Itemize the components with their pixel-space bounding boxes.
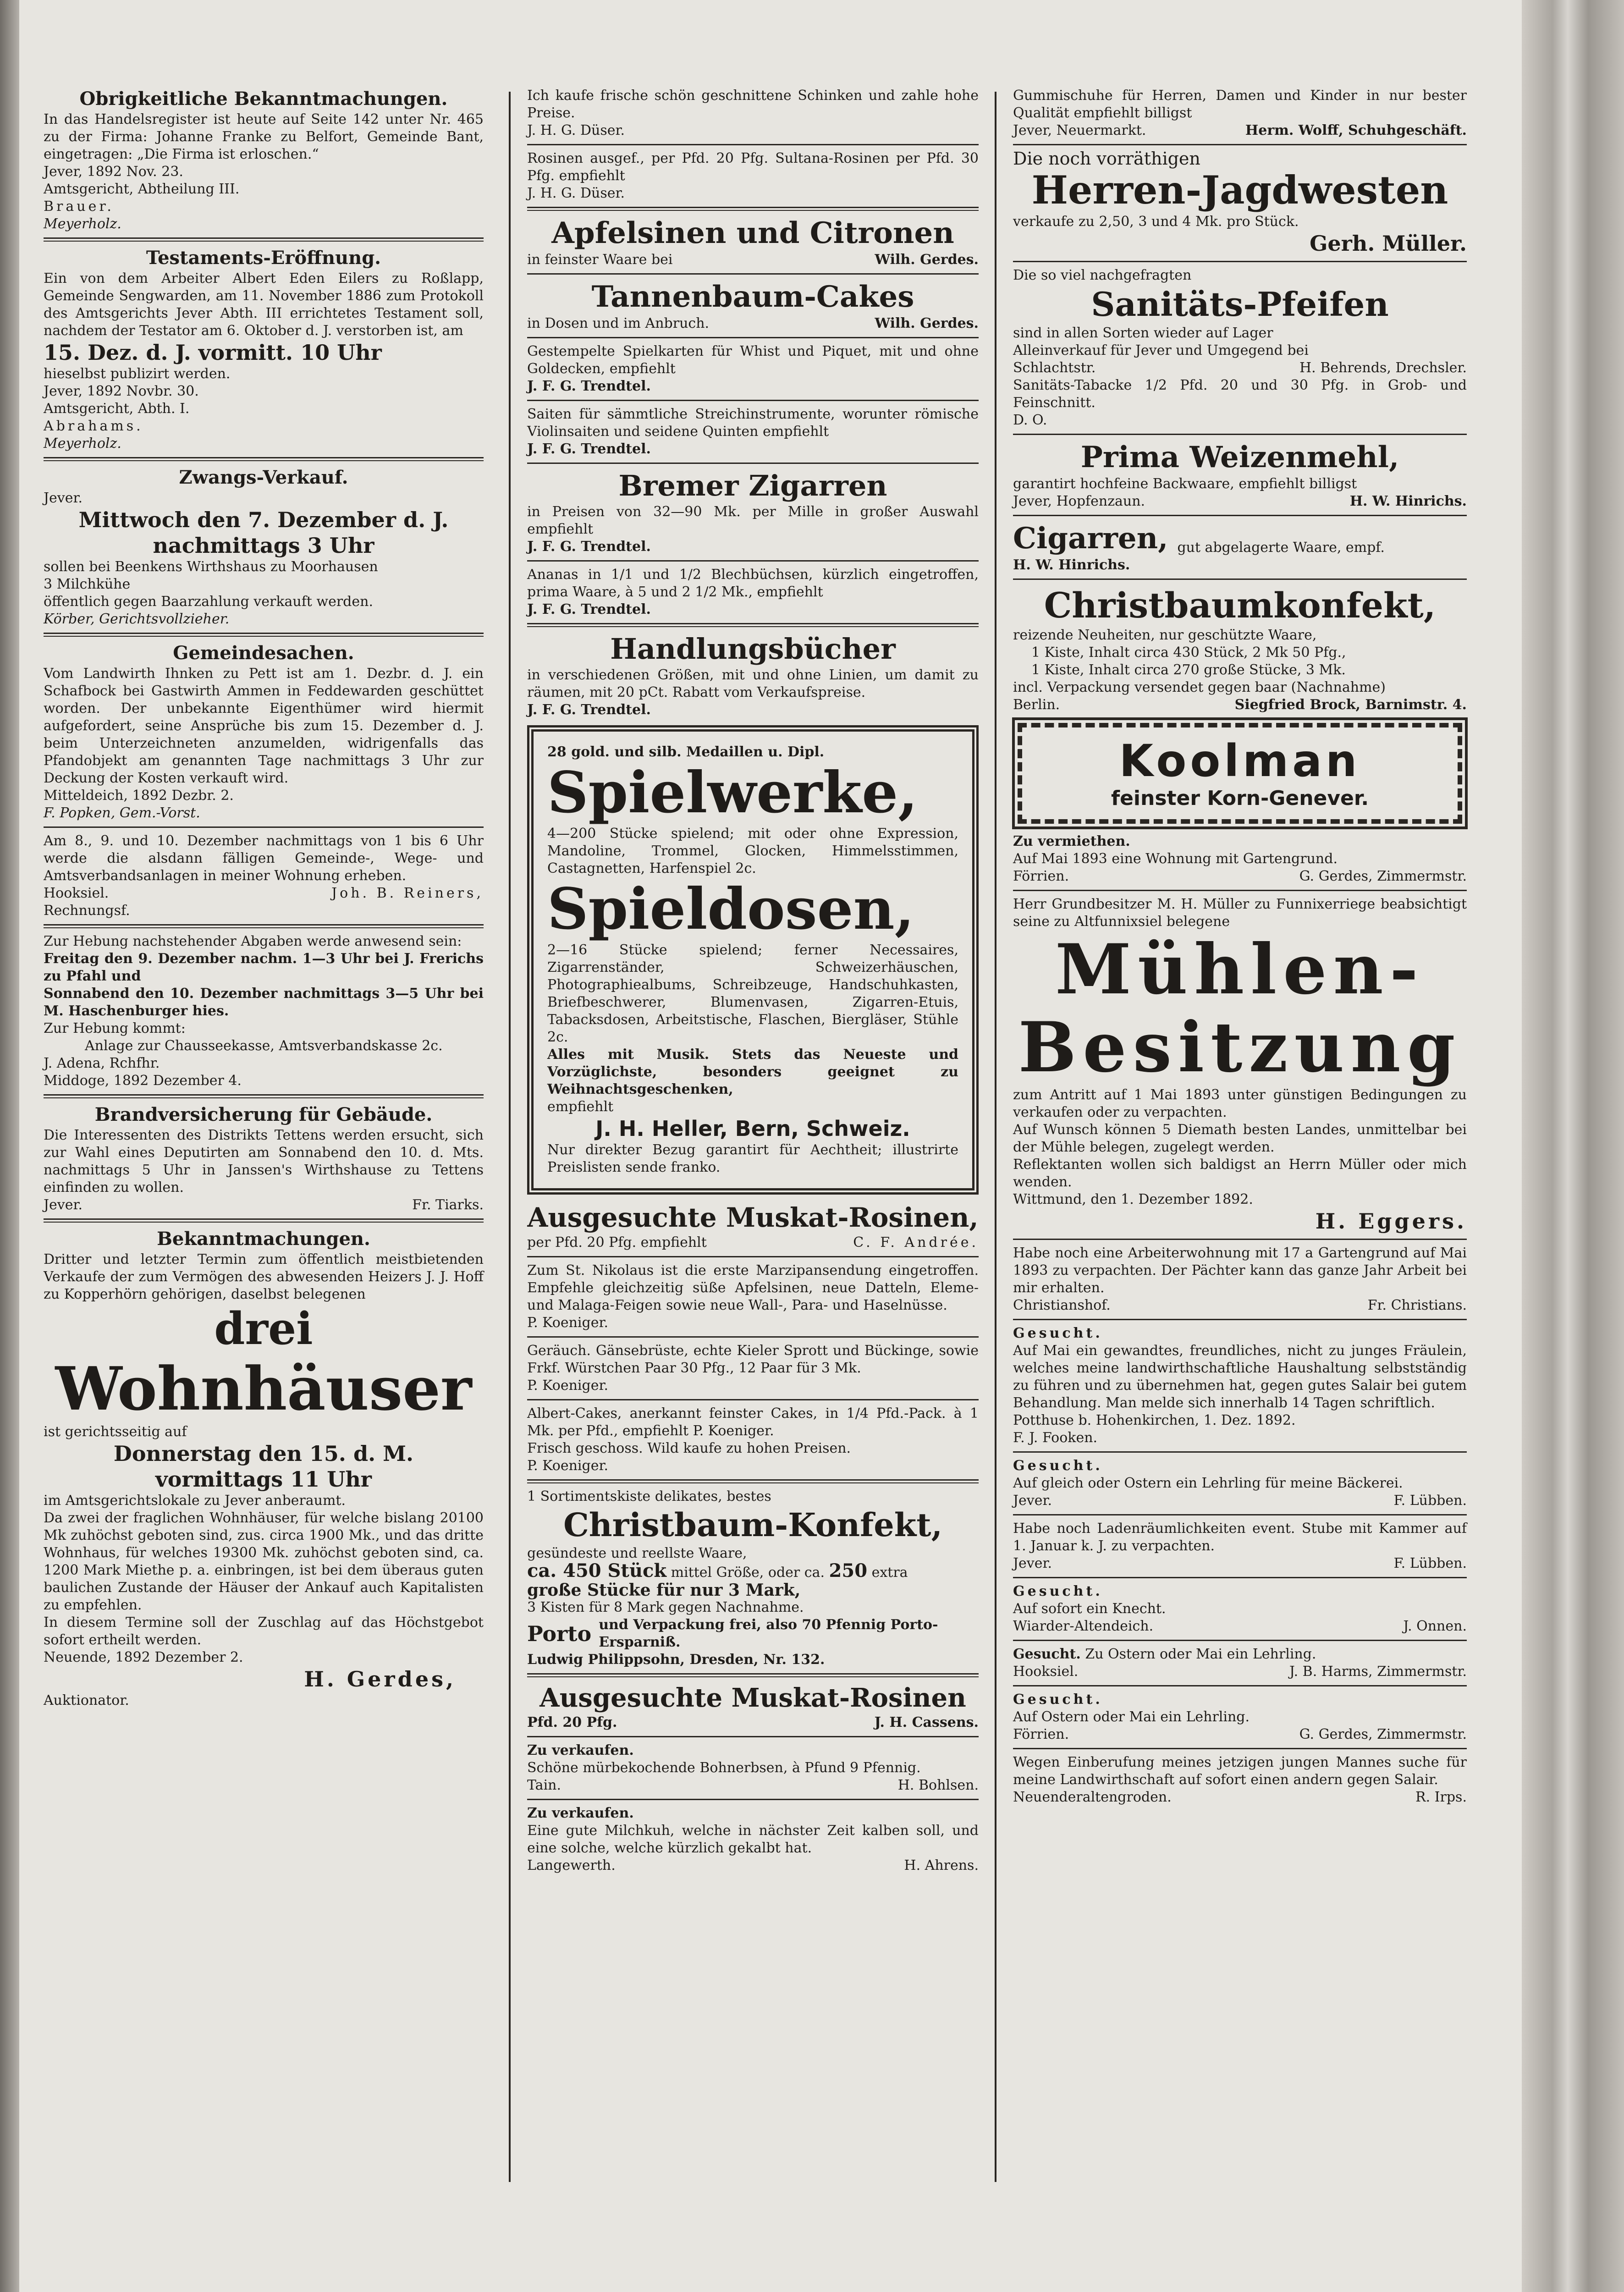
ad-headline: Christbaum-Konfekt, bbox=[563, 1506, 942, 1544]
separator bbox=[527, 1256, 979, 1257]
ad-signature: Joh. B. Reiners, bbox=[331, 885, 484, 901]
ad-text: Frisch geschoss. Wild kaufe zu hohen Preisen. bbox=[527, 1440, 851, 1456]
ad-headline: Cigarren, bbox=[1013, 521, 1168, 556]
ad-signature: J. F. G. Trendtel. bbox=[527, 441, 651, 457]
ad-sanitaets-pfeifen bbox=[1013, 267, 1467, 429]
ad-porto-line bbox=[527, 1616, 979, 1651]
ad-gummischuhe bbox=[1013, 87, 1467, 139]
ad-place: Schlachtstr. bbox=[1013, 360, 1096, 376]
ad-signature: J. F. G. Trendtel. bbox=[527, 539, 651, 555]
ad-footer bbox=[527, 251, 979, 269]
ad-text: Zum St. Nikolaus ist die erste Marzipansendung eingetroffen. Empfehle gleichzeitig süße Apfelsinen, neue Datteln, Eleme- und Malaga-Feigen sowie neue Wall-, Para- und Haselnüsse. bbox=[527, 1262, 979, 1313]
ad-footer bbox=[1013, 1492, 1467, 1510]
ad-text: Wegen Einberufung meines jetzigen jungen Mannes suche für meine Landwirthschaft auf sofort einen andern gegen Salair. bbox=[1013, 1754, 1467, 1788]
ad-signature: Meyerholz. bbox=[44, 216, 121, 232]
ad-brandversicherung bbox=[44, 1103, 484, 1214]
ad-signature: Fr. Tiarks. bbox=[412, 1197, 484, 1213]
ad-text: 3 Milchkühe bbox=[44, 576, 131, 592]
ad-date-line: vormittags 11 Uhr bbox=[155, 1467, 372, 1492]
ad-title-row bbox=[1013, 521, 1467, 556]
ad-headline: Herren-Jagdwesten bbox=[1031, 167, 1448, 213]
ad-headline: Christbaumkonfekt, bbox=[1044, 585, 1436, 626]
ad-title: Gesucht. bbox=[1013, 1458, 1103, 1474]
ad-headline: Apfelsinen und Citronen bbox=[551, 216, 954, 250]
ad-text: 1 Kiste, Inhalt circa 430 Stück, 2 Mk 50 Pfg., bbox=[1031, 645, 1346, 661]
ad-signature: J. F. G. Trendtel. bbox=[527, 601, 651, 617]
ad-place: Tain. bbox=[527, 1777, 562, 1793]
ad-saiten bbox=[527, 406, 979, 458]
separator bbox=[1013, 1451, 1467, 1453]
ad-title: Gesucht. bbox=[1013, 1691, 1103, 1708]
ad-signature: Fr. Christians. bbox=[1367, 1297, 1467, 1313]
ad-text: sollen bei Beenkens Wirthshaus zu Moorhausen bbox=[44, 559, 378, 575]
separator bbox=[44, 1218, 484, 1223]
ad-headline: Prima Weizenmehl, bbox=[1080, 440, 1399, 474]
ad-signature: Wilh. Gerdes. bbox=[875, 252, 979, 268]
ad-footer bbox=[1013, 1555, 1467, 1572]
separator bbox=[1013, 1640, 1467, 1641]
ad-text: 1 Kiste, Inhalt circa 270 große Stücke, 3 Mk. bbox=[1031, 662, 1346, 678]
ad-headline: Spielwerke, bbox=[547, 760, 918, 826]
ad-text: empfiehlt bbox=[547, 1099, 614, 1115]
ad-milchkuh bbox=[527, 1805, 979, 1874]
ad-text: Auf Wunsch können 5 Diemath besten Landes, unmittelbar bei der Mühle belegen, zugelegt werden. bbox=[1013, 1122, 1467, 1155]
separator bbox=[1013, 1577, 1467, 1578]
ad-schinken bbox=[527, 87, 979, 139]
ad-title: Gesucht. bbox=[1013, 1646, 1081, 1662]
ad-title: Zu verkaufen. bbox=[527, 1742, 634, 1758]
ad-bohnerbsen bbox=[527, 1742, 979, 1794]
ad-signature: F. Lübben. bbox=[1393, 1555, 1467, 1571]
ad-date: Neuende, 1892 Dezember 2. bbox=[44, 1649, 243, 1665]
ad-place: Neuenderaltengroden. bbox=[1013, 1789, 1172, 1805]
ad-muskat-rosinen-1 bbox=[527, 1201, 979, 1251]
page-edge-stack bbox=[1522, 0, 1624, 2292]
ad-text: Habe noch Ladenräumlichkeiten event. Stube mit Kammer auf 1. Januar k. J. zu verpachten. bbox=[1013, 1521, 1467, 1554]
column-divider-2 bbox=[995, 92, 996, 2182]
ad-brand: Koolman bbox=[1119, 735, 1361, 787]
ad-text: Sanitäts-Tabacke 1/2 Pfd. 20 und 30 Pfg. in Grob- und Feinschnitt. bbox=[1013, 377, 1467, 411]
ad-date: Mitteldeich, 1892 Dezbr. 2. bbox=[44, 788, 234, 804]
ad-text: Zur Hebung kommt: bbox=[44, 1020, 186, 1036]
ad-text-bold: Alles mit Musik. Stets das Neueste und Vorzüglichste, besonders geeignet zu Weihnachtsgeschenken, bbox=[547, 1047, 958, 1097]
separator bbox=[527, 400, 979, 401]
ad-zwangsverkauf bbox=[44, 466, 484, 628]
ad-text: gut abgelagerte Waare, empf. bbox=[1177, 540, 1385, 556]
ad-abgaben bbox=[44, 933, 484, 1090]
ad-text: Da zwei der fraglichen Wohnhäuser, für welche bislang 20100 Mk zuhöchst geboten sind, zus. circa 1900 Mk., und das dritte Wohnhaus, für welches 19300 Mk. zuhöchst geboten sind, ca. 1200 Mark Miethe p. a. einbringen, ist bei dem überaus guten baulichen Zustande der Häuser der Ankauf auch Kapitalisten zu empfehlen. bbox=[44, 1510, 484, 1613]
column-right bbox=[1013, 87, 1467, 1806]
ad-signature: J. H. Cassens. bbox=[874, 1714, 979, 1730]
ad-place: Hooksiel. bbox=[1013, 1664, 1079, 1680]
ad-headline: Wohnhäuser bbox=[55, 1354, 472, 1424]
separator bbox=[1013, 1239, 1467, 1240]
ad-text: 2—16 Stücke spielend; ferner Necessaires, Zigarrenständer, Schweizerhäuschen, Photographiealbums, Schreibzeuge, Handschuhkasten, Briefbeschwerer, Blumenvasen, Zigarren-Etuis, Tabacksdosen, Arbeitstische, Flaschen, Biergläser, Stühle 2c. bbox=[547, 942, 958, 1045]
ad-signature-title: Rechnungsf. bbox=[44, 903, 130, 919]
separator bbox=[1013, 579, 1467, 580]
column-middle bbox=[527, 87, 979, 1874]
ad-name: Brauer. bbox=[44, 198, 114, 215]
ad-footer bbox=[527, 315, 979, 332]
ad-date: Jever, 1892 Novbr. 30. bbox=[44, 383, 199, 399]
ad-place: Jever. bbox=[1013, 1555, 1052, 1571]
ad-text: in Dosen und im Anbruch. bbox=[527, 315, 710, 331]
ad-place: Jever, Hopfenzaun. bbox=[1013, 493, 1145, 509]
ad-text: Anlage zur Chausseekasse, Amtsverbandskasse 2c. bbox=[85, 1038, 443, 1054]
ad-cigarren bbox=[1013, 521, 1467, 574]
ad-place: Berlin. bbox=[1013, 697, 1060, 713]
separator bbox=[527, 207, 979, 211]
separator bbox=[527, 1736, 979, 1737]
ad-muskat-rosinen-2 bbox=[527, 1682, 979, 1731]
ad-porto: Porto bbox=[527, 1621, 592, 1646]
separator bbox=[1013, 434, 1467, 435]
ad-signature: G. Gerdes, Zimmermstr. bbox=[1299, 868, 1467, 884]
ad-firm: J. H. Heller, Bern, Schweiz. bbox=[595, 1116, 910, 1141]
separator bbox=[1013, 1685, 1467, 1686]
separator bbox=[1013, 1319, 1467, 1320]
ad-headline: Besitzung bbox=[1018, 1007, 1462, 1088]
ad-signature: J. F. G. Trendtel. bbox=[527, 702, 651, 718]
ad-footer bbox=[1013, 1297, 1467, 1314]
ad-text: Dritter und letzter Termin zum öffentlich meistbietenden Verkaufe der zum Vermögen des abwesenden Heizers J. J. Hoff zu Kopperhörn gehörigen, daselbst belegenen bbox=[44, 1251, 484, 1302]
ad-title: Gesucht. bbox=[1013, 1583, 1103, 1599]
ad-text: reizende Neuheiten, nur geschützte Waare, bbox=[1013, 627, 1317, 643]
ad-text: gesündeste und reellste Waare, bbox=[527, 1545, 747, 1561]
ad-date: Jever, 1892 Nov. 23. bbox=[44, 164, 183, 180]
ad-text: Saiten für sämmtliche Streichinstrumente, worunter römische Violinsaiten und seidene Quinten empfiehlt bbox=[527, 406, 979, 440]
ad-ladenraeume bbox=[1013, 1520, 1467, 1572]
ad-rosinen bbox=[527, 150, 979, 202]
ad-footer bbox=[1013, 868, 1467, 885]
ad-text: Herr Grundbesitzer M. H. Müller zu Funnixerriege beabsichtigt seine zu Altfunnixsiel belegene bbox=[1013, 896, 1467, 930]
ad-text: Auf sofort ein Knecht. bbox=[1013, 1601, 1166, 1617]
ad-text: Eine gute Milchkuh, welche in nächster Zeit kalben soll, und eine solche, welche kürzlich gekalbt hat. bbox=[527, 1823, 979, 1856]
ad-text: In das Handelsregister ist heute auf Seite 142 unter Nr. 465 zu der Firma: Johanne Franke zu Belfort, Gemeinde Bant, eingetragen: „Die Firma ist erloschen.“ bbox=[44, 111, 484, 162]
ad-text: Rosinen ausgef., per Pfd. 20 Pfg. Sultana-Rosinen per Pfd. 30 Pfg. empfiehlt bbox=[527, 150, 979, 184]
separator bbox=[44, 237, 484, 242]
ad-signature: H. Gerdes, bbox=[304, 1667, 456, 1691]
ad-name: Abrahams. bbox=[44, 418, 143, 434]
ad-headline: Handlungsbücher bbox=[610, 632, 896, 666]
column-divider-1 bbox=[509, 92, 511, 2182]
ad-headline: Ausgesuchte Muskat-Rosinen, bbox=[527, 1202, 979, 1233]
separator bbox=[527, 273, 979, 275]
ad-signature: Siegfried Brock, Barnimstr. 4. bbox=[1234, 697, 1467, 713]
separator bbox=[44, 633, 484, 637]
separator bbox=[527, 623, 979, 627]
ad-handlungsbuecher bbox=[527, 632, 979, 719]
ad-footer bbox=[44, 1196, 484, 1214]
separator bbox=[527, 463, 979, 464]
ad-text: Alleinverkauf für Jever und Umgegend bei bbox=[1013, 342, 1309, 358]
separator bbox=[527, 337, 979, 338]
ad-arbeiterwohnung bbox=[1013, 1245, 1467, 1314]
ad-place: Hooksiel. bbox=[44, 885, 109, 901]
ad-title: Zu verkaufen. bbox=[527, 1805, 634, 1821]
ad-date: Wittmund, den 1. Dezember 1892. bbox=[1013, 1191, 1253, 1207]
ad-text: Gummischuhe für Herren, Damen und Kinder in nur bester Qualität empfiehlt billigst bbox=[1013, 88, 1467, 121]
ad-text: Zu Ostern oder Mai ein Lehrling. bbox=[1085, 1646, 1316, 1662]
separator bbox=[44, 924, 484, 928]
ad-date-line: Sonnabend den 10. Dezember nachmittags 3—5 Uhr bei M. Haschenburger hies. bbox=[44, 986, 484, 1019]
ad-text: Pfd. 20 Pfg. bbox=[527, 1714, 617, 1730]
ad-footer bbox=[527, 1777, 979, 1794]
ad-headline: Sanitäts-Pfeifen bbox=[1091, 285, 1389, 324]
ad-wohnhaeuser bbox=[44, 1227, 484, 1709]
ad-text: in feinster Waare bei bbox=[527, 252, 673, 268]
ad-text: per Pfd. 20 Pfg. empfiehlt bbox=[527, 1234, 707, 1251]
ad-place: Jever. bbox=[44, 1197, 83, 1213]
ad-ananas bbox=[527, 566, 979, 618]
ad-text: Albert-Cakes, anerkannt feinster Cakes, in 1/4 Pfd.-Pack. à 1 Mk. per Pfd., empfiehlt P. Koeniger. bbox=[527, 1405, 979, 1439]
ad-bremer-zigarren bbox=[527, 468, 979, 556]
ad-text: sind in allen Sorten wieder auf Lager bbox=[1013, 325, 1273, 341]
separator bbox=[44, 1094, 484, 1098]
ad-text: Ich kaufe frische schön geschnittene Schinken und zahle hohe Preise. bbox=[527, 88, 979, 121]
ad-signature: F. Popken, Gem.-Vorst. bbox=[44, 805, 200, 821]
separator bbox=[44, 457, 484, 461]
ad-date-line: nachmittags 3 Uhr bbox=[153, 533, 374, 558]
ad-quantity: ca. 450 Stück bbox=[527, 1560, 667, 1581]
ad-christbaum-konfekt-dresden bbox=[527, 1488, 979, 1669]
ad-date-line: 15. Dez. d. J. vormitt. 10 Uhr bbox=[44, 340, 382, 365]
ad-text: incl. Verpackung versendet gegen baar (Nachnahme) bbox=[1013, 679, 1386, 695]
ad-title: Testaments-Eröffnung. bbox=[146, 247, 381, 269]
ad-signature: J. H. G. Düser. bbox=[527, 185, 625, 201]
ad-footer bbox=[1013, 1618, 1467, 1635]
ad-text: Auf Mai ein gewandtes, freundliches, nicht zu junges Fräulein, welches meine landwirthschaftliche Haushaltung selbstständig zu führen und zu übernehmen hat, gegen gutes Salair bei gutem Behandlung. Man melde sich innerhalb 14 Tagen schriftlich. bbox=[1013, 1343, 1467, 1411]
ad-text: In diesem Termine soll der Zuschlag auf das Höchstgebot sofort ertheilt werden. bbox=[44, 1614, 484, 1648]
ad-signature: H. Behrends, Drechsler. bbox=[1299, 360, 1467, 376]
ad-headline: Spieldosen, bbox=[547, 876, 914, 942]
ad-signature: J. Adena, Rchfhr. bbox=[44, 1055, 160, 1071]
ad-firm: Ludwig Philippsohn, Dresden, Nr. 132. bbox=[527, 1652, 825, 1668]
separator bbox=[1013, 890, 1467, 891]
ad-text: Reflektanten wollen sich baldigst an Herrn Müller oder mich wenden. bbox=[1013, 1157, 1467, 1190]
ad-place: Förrien. bbox=[1013, 1726, 1069, 1742]
ad-place: Wiarder-Altendeich. bbox=[1013, 1618, 1154, 1634]
ad-date-line: Donnerstag den 15. d. M. bbox=[113, 1441, 414, 1466]
ad-footer bbox=[1013, 1789, 1467, 1806]
ad-title: Obrigkeitliche Bekanntmachungen. bbox=[79, 88, 448, 110]
column-left bbox=[44, 87, 484, 1709]
ad-title: Brandversicherung für Gebäude. bbox=[94, 1104, 433, 1125]
ad-signature: D. O. bbox=[1013, 412, 1047, 428]
ad-text: im Amtsgerichtslokale zu Jever anberaumt. bbox=[44, 1493, 346, 1509]
ad-title: Zwangs-Verkauf. bbox=[179, 467, 348, 488]
ad-muehlen-besitzung bbox=[1013, 896, 1467, 1234]
ad-signature: F. Lübben. bbox=[1393, 1493, 1467, 1509]
ad-einberufung bbox=[1013, 1754, 1467, 1806]
ad-text: ist gerichtsseitig auf bbox=[44, 1424, 187, 1440]
ad-text: Die noch vorräthigen bbox=[1013, 149, 1200, 169]
ad-text: in verschiedenen Größen, mit und ohne Linien, um damit zu räumen, mit 20 pCt. Rabatt vom Verkaufspreise. bbox=[527, 667, 979, 700]
ad-signature: C. F. Andrée. bbox=[853, 1234, 979, 1251]
ad-gesucht-lehrling-baeckerei bbox=[1013, 1457, 1467, 1510]
ad-text: Geräuch. Gänsebrüste, echte Kieler Sprott und Bückinge, sowie Frkf. Würstchen Paar 30 Pfg., 12 Paar für 3 Mk. bbox=[527, 1343, 979, 1376]
ad-text: 1 Sortimentskiste delikates, bestes bbox=[527, 1488, 771, 1504]
ad-text: öffentlich gegen Baarzahlung verkauft werden. bbox=[44, 594, 373, 610]
ad-spielkarten bbox=[527, 343, 979, 395]
ad-signature: Gerh. Müller. bbox=[1310, 231, 1467, 256]
ad-footer bbox=[527, 1857, 979, 1874]
separator bbox=[1013, 1748, 1467, 1749]
ad-text: Gestempelte Spielkarten für Whist und Piquet, mit und ohne Goldecken, empfiehlt bbox=[527, 343, 979, 377]
ad-headline: drei bbox=[214, 1303, 313, 1355]
ad-signature: G. Gerdes, Zimmermstr. bbox=[1299, 1726, 1467, 1742]
ad-signature: P. Koeniger. bbox=[527, 1377, 609, 1394]
ad-text: Habe noch eine Arbeiterwohnung mit 17 a Gartengrund auf Mai 1893 zu verpachten. Der Pächter kann das ganze Jahr Arbeit bei mir erhalten. bbox=[1013, 1245, 1467, 1296]
separator bbox=[527, 1479, 979, 1483]
ad-date-line: Mittwoch den 7. Dezember d. J. bbox=[78, 507, 449, 532]
ad-signature: R. Irps. bbox=[1415, 1789, 1467, 1805]
ad-spielwerke-box bbox=[527, 725, 979, 1195]
separator bbox=[1013, 261, 1467, 262]
ad-footer bbox=[1013, 359, 1467, 377]
separator bbox=[527, 1399, 979, 1400]
ad-signature: Meyerholz. bbox=[44, 435, 121, 452]
ad-footer bbox=[1013, 122, 1467, 139]
ad-signature: P. Koeniger. bbox=[527, 1315, 609, 1331]
ad-text: Auf Ostern oder Mai ein Lehrling. bbox=[1013, 1709, 1250, 1725]
ad-gesucht-lehrling-foerrien bbox=[1013, 1691, 1467, 1743]
ad-footer bbox=[1013, 1726, 1467, 1743]
ad-text: in Preisen von 32—90 Mk. per Mille in großer Auswahl empfiehlt bbox=[527, 504, 979, 537]
ad-place: Förrien. bbox=[1013, 868, 1069, 884]
ad-date: Potthuse b. Hohenkirchen, 1. Dez. 1892. bbox=[1013, 1412, 1296, 1428]
ad-text: und Verpackung frei, also 70 Pfennig Porto-Ersparniß. bbox=[599, 1617, 938, 1650]
ad-signature: H. Bohlsen. bbox=[897, 1777, 979, 1793]
ad-footer bbox=[1013, 696, 1467, 714]
ad-court: Amtsgericht, Abth. I. bbox=[44, 401, 190, 417]
ad-price: große Stücke für nur 3 Mark, bbox=[527, 1581, 801, 1600]
ad-footer bbox=[44, 885, 484, 902]
ad-vermiethen bbox=[1013, 833, 1467, 885]
ad-text: Ananas in 1/1 und 1/2 Blechbüchsen, kürzlich eingetroffen, prima Waare, à 5 und 2 1/2 Mk., empfiehlt bbox=[527, 567, 979, 600]
ad-text: verkaufe zu 2,50, 3 und 4 Mk. pro Stück. bbox=[1013, 214, 1299, 230]
ad-headline: Bremer Zigarren bbox=[618, 469, 887, 502]
ad-signature: H. Eggers. bbox=[1315, 1209, 1467, 1234]
ad-text: zum Antritt auf 1 Mai 1893 unter günstigen Bedingungen zu verkaufen oder zu verpachten. bbox=[1013, 1087, 1467, 1120]
ad-court: Amtsgericht, Abtheilung III. bbox=[44, 181, 240, 197]
ad-gesucht-lehrling-hooksiel bbox=[1013, 1646, 1467, 1680]
ad-signature: J. B. Harms, Zimmermstr. bbox=[1289, 1664, 1467, 1680]
ad-signature: J. F. G. Trendtel. bbox=[527, 378, 651, 394]
ad-weizenmehl bbox=[1013, 440, 1467, 510]
ad-gesucht-knecht bbox=[1013, 1583, 1467, 1635]
ad-brand-subtitle: feinster Korn-Genever. bbox=[1111, 787, 1369, 810]
ad-marzipan bbox=[527, 1262, 979, 1332]
ad-apfelsinen bbox=[527, 215, 979, 269]
ad-date: Middoge, 1892 Dezember 4. bbox=[44, 1073, 242, 1089]
ad-tannenbaum-cakes bbox=[527, 279, 979, 332]
ad-text: Nur direkter Bezug garantirt für Aechtheit; illustrirte Preislisten sende franko. bbox=[547, 1142, 958, 1175]
separator bbox=[527, 144, 979, 145]
separator bbox=[44, 826, 484, 828]
ad-title: Gemeindesachen. bbox=[173, 642, 354, 664]
ad-jagdwesten bbox=[1013, 150, 1467, 256]
ad-text: 4—200 Stücke spielend; mit oder ohne Expression, Mandoline, Trommel, Glocken, Himmelsstimmen, Castagnetten, Harfenspiel 2c. bbox=[547, 826, 958, 876]
ad-place: Jever. bbox=[44, 490, 83, 506]
ad-footer bbox=[1013, 1663, 1467, 1680]
ad-signature: Wilh. Gerdes. bbox=[875, 315, 979, 331]
ad-christbaumkonfekt-berlin bbox=[1013, 584, 1467, 714]
ad-place: Christianshof. bbox=[1013, 1297, 1111, 1313]
ad-text: Die so viel nachgefragten bbox=[1013, 267, 1192, 283]
ad-title: Gesucht. bbox=[1013, 1325, 1103, 1341]
ad-footer bbox=[527, 1234, 979, 1251]
ad-headline: Tannenbaum-Cakes bbox=[591, 280, 914, 314]
ad-text: extra bbox=[871, 1565, 908, 1581]
ad-title: Zu vermiethen. bbox=[1013, 833, 1130, 849]
separator bbox=[527, 1673, 979, 1677]
ad-text: 3 Kisten für 8 Mark gegen Nachnahme. bbox=[527, 1599, 804, 1615]
ad-signature: H. Ahrens. bbox=[904, 1857, 979, 1873]
ad-gesucht-fraeulein bbox=[1013, 1325, 1467, 1447]
ad-headline: Mühlen- bbox=[1055, 929, 1425, 1010]
separator bbox=[1013, 144, 1467, 145]
ad-signature: H. W. Hinrichs. bbox=[1013, 557, 1130, 573]
ad-text: mittel Größe, oder ca. bbox=[671, 1565, 825, 1581]
ad-signature: P. Koeniger. bbox=[527, 1458, 609, 1474]
separator bbox=[527, 1799, 979, 1800]
ad-quantity: 250 bbox=[829, 1560, 868, 1581]
ad-place: Jever, Neuermarkt. bbox=[1013, 122, 1146, 138]
ad-text: Schöne mürbekochende Bohnerbsen, à Pfund 9 Pfennig. bbox=[527, 1760, 921, 1776]
ad-text: Ein von dem Arbeiter Albert Eden Eilers zu Roßlapp, Gemeinde Sengwarden, am 11. November 1886 zum Protokoll des Amtsgerichts Jever Abth. III errichtetes Testament soll, nachdem der Testator am 6. Oktober d. J. verstorben ist, am bbox=[44, 270, 484, 339]
ad-date-line: Freitag den 9. Dezember nachm. 1—3 Uhr bei J. Frerichs zu Pfahl und bbox=[44, 951, 484, 984]
ad-albert-cakes bbox=[527, 1405, 979, 1475]
separator bbox=[527, 1336, 979, 1338]
ad-text: Zur Hebung nachstehender Abgaben werde anwesend sein: bbox=[44, 933, 462, 949]
page-binding-shadow bbox=[0, 0, 19, 2292]
separator bbox=[1013, 515, 1467, 516]
ad-koolman-box bbox=[1018, 723, 1462, 824]
ad-text: Auf Mai 1893 eine Wohnung mit Gartengrund. bbox=[1013, 851, 1338, 867]
ad-place: Langewerth. bbox=[527, 1857, 616, 1873]
ad-signature: Herm. Wolff, Schuhgeschäft. bbox=[1245, 122, 1467, 138]
ad-signature: J. H. G. Düser. bbox=[527, 122, 625, 138]
ad-text: Auf gleich oder Ostern ein Lehrling für meine Bäckerei. bbox=[1013, 1475, 1403, 1491]
ad-text: Am 8., 9. und 10. Dezember nachmittags von 1 bis 6 Uhr werde die alsdann fälligen Gemeinde-, Wege- und Amtsverbandsanlagen in meiner Wohnung erheben. bbox=[44, 833, 484, 884]
ad-signature: Körber, Gerichtsvollzieher. bbox=[44, 611, 230, 627]
ad-signature: H. W. Hinrichs. bbox=[1349, 493, 1467, 509]
separator bbox=[1013, 1514, 1467, 1515]
ad-title: Bekanntmachungen. bbox=[157, 1228, 370, 1250]
ad-handelsregister bbox=[44, 87, 484, 233]
ad-testament bbox=[44, 246, 484, 452]
ad-footer bbox=[1013, 493, 1467, 510]
ad-signature-title: Auktionator. bbox=[44, 1692, 129, 1708]
ad-text: garantirt hochfeine Backwaare, empfiehlt billigst bbox=[1013, 476, 1357, 492]
ad-place: Jever. bbox=[1013, 1493, 1052, 1509]
ad-signature: J. Onnen. bbox=[1403, 1618, 1467, 1634]
ad-text: Die Interessenten des Distrikts Tettens werden ersucht, sich zur Wahl eines Deputirten am Sonnabend den 10. d. Mts. nachmittags 5 Uhr in Janssen's Wirthshause zu Tettens einfinden zu wollen. bbox=[44, 1127, 484, 1196]
ad-gemeindesachen bbox=[44, 641, 484, 822]
ad-signature: F. J. Fooken. bbox=[1013, 1430, 1098, 1446]
ad-text: 28 gold. und silb. Medaillen u. Dipl. bbox=[547, 744, 825, 760]
ad-gemeindeanlagen bbox=[44, 832, 484, 920]
ad-text: hieselbst publizirt werden. bbox=[44, 366, 231, 382]
ad-text: Vom Landwirth Ihnken zu Pett ist am 1. Dezbr. d. J. ein Schafbock bei Gastwirth Ammen in Feddewarden geschüttet worden. Der unbekannte Eigenthümer wird hiermit aufgefordert, seine Ansprüche bis zum 15. Dezember d. J. beim Unterzeichneten anzumelden, widrigenfalls das Pfandobjekt am genannten Tage nachmittags 3 Uhr zur Deckung der Kosten verkauft wird. bbox=[44, 666, 484, 786]
ad-footer bbox=[527, 1714, 979, 1731]
ad-gaensebrueste bbox=[527, 1342, 979, 1394]
separator bbox=[527, 560, 979, 562]
ad-headline: Ausgesuchte Muskat-Rosinen bbox=[539, 1683, 966, 1713]
